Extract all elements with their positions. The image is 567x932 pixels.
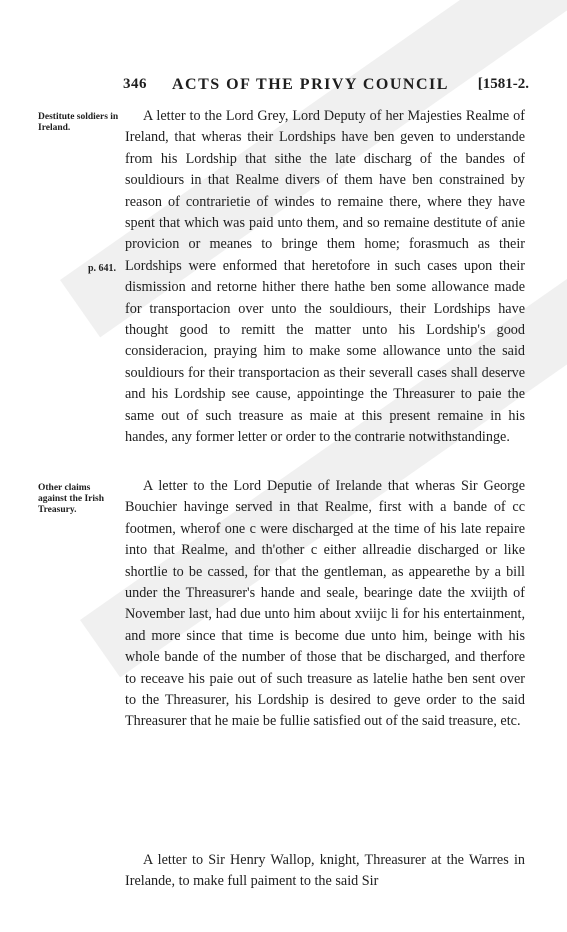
year-range: [1581-2. [477,76,529,92]
entry-letter-henry-wallop: A letter to Sir Henry Wallop, knight, Threasurer at the Warres in Irelande, to make full paiment to the said Sir [125,852,525,890]
entry-letter-lord-grey: A letter to the Lord Grey, Lord Deputy of her Majesties Realme of Ireland, that wheras their Lordships have ben geven to understande from his Lordship that sithe the late discharg of the bandes of souldiours in that Realme divers of them have ben constrained by reason of contrarietie of windes to remaine there, where they have spent that which was paid unto them, and so remaine destitute of anie provicion or meanes to bringe them home; forasmuch as their Lordships were enformed that heretofore in such cases upon their dismission and retorne hither there hathe ben some allowance made for transportacion over unto the souldiours, their Lordships have thought good to remitt the matter unto his Lordship's good consideracion, praying him to make some allowance unto the said souldiours for their transportacion as their severall cases shall deserve and his Lordship see cause, appointinge the Threasurer to paie the same out of such treasure as maie at this present remaine in his handes, any former letter or order to the contrarie notwithstandinge. [125,108,525,446]
running-title: ACTS OF THE PRIVY COUNCIL [172,76,449,93]
page-header [0,76,567,96]
page-reference: p. 641. [88,263,117,274]
margin-note-destitute-soldiers: Destitute soldiers in Ireland. [38,112,119,133]
entry-letter-lord-deputie: A letter to the Lord Deputie of Irelande that wheras Sir George Bouchier havinge served in that Realme, first with a bande of cc footmen, wherof one c were discharged at the time of his late repaire into that Realme, and th'other c either allreadie discharged or like shortlie to be cassed, for that the gentleman, as appearethe by a bill under the Threasurer's hande and seale, bearinge date the xviijth of November last, had due unto him about xviijc li for his entertainment, and more since that time is become due unto him, beinge with his whole bande of the number of those that be discharged, and therfore to receave his paie out of such treasure as latelie hathe ben sent over to the Threasurer, his Lordship is desired to geve order to the said Threasurer that he maie be fullie satisfied out of the said treasure, etc. [125,478,525,730]
margin-note-other-claims: Other claims against the Irish Treasury. [38,483,104,515]
page-number: 346 [123,76,147,92]
